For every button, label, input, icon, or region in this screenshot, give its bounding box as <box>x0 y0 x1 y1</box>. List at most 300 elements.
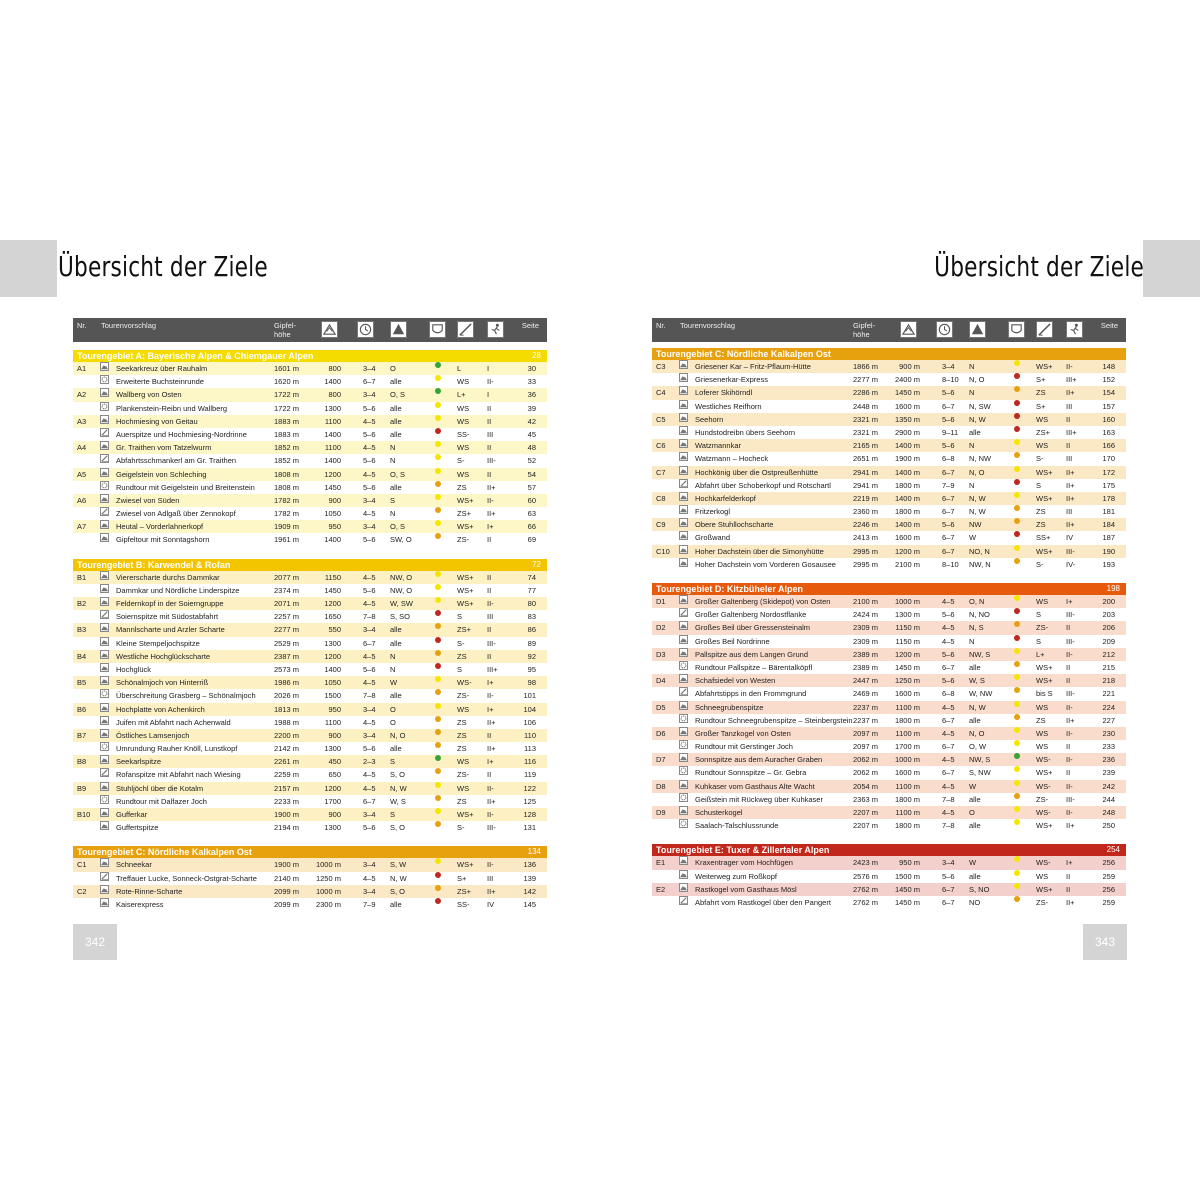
summit-tour-icon <box>100 729 109 738</box>
exposition: S, W <box>390 860 407 870</box>
tour-name: Fritzerkogl <box>695 507 731 517</box>
table-row[interactable] <box>73 808 547 821</box>
duration-hours: 5–6 <box>942 610 955 620</box>
summit-tour-icon <box>679 545 688 554</box>
climbing-grade: III+ <box>487 664 498 674</box>
summit-height: 1852 m <box>274 456 300 466</box>
climbing-grade: III- <box>1066 636 1075 646</box>
ski-difficulty: WS+ <box>1036 362 1053 371</box>
avalanche-rating-dot <box>435 689 441 695</box>
tour-number: E1 <box>656 858 666 868</box>
summit-height: 2259 m <box>274 770 300 780</box>
tour-name: Kaiserexpress <box>116 899 164 909</box>
table-row[interactable] <box>73 441 547 454</box>
avalanche-rating-dot <box>1014 479 1020 485</box>
exposition: O, N <box>969 597 985 606</box>
ski-difficulty: WS+ <box>1036 821 1053 831</box>
tour-name: Feldernkopf in der Soierngruppe <box>116 599 224 608</box>
table-row[interactable] <box>652 727 1126 740</box>
climbing-grade: II+ <box>1066 715 1075 725</box>
table-row[interactable] <box>73 663 547 676</box>
climbing-grade: II <box>487 730 492 740</box>
summit-height: 2261 m <box>274 757 300 767</box>
climbing-grade: II <box>1066 871 1071 881</box>
summit-height: 2387 m <box>274 651 300 661</box>
exposition: N, W <box>969 702 986 712</box>
page-ref: 163 <box>1102 427 1115 437</box>
exposition: S, NW <box>969 768 991 778</box>
tour-name: Gr. Traithen vom Tatzelwurm <box>116 443 212 453</box>
duration-hours: 7–8 <box>363 691 376 701</box>
summit-tour-icon <box>679 753 688 762</box>
page-ref: 148 <box>1102 362 1115 371</box>
avalanche-rating-dot <box>435 494 441 500</box>
elevation-gain: 1100 <box>324 443 341 453</box>
page-ref: 178 <box>1102 493 1115 503</box>
climbing-grade: III- <box>487 638 496 648</box>
table-row[interactable] <box>73 533 547 546</box>
climbing-grade: I <box>487 390 490 400</box>
table-row[interactable] <box>73 375 547 388</box>
descent-variant-icon <box>100 768 109 777</box>
table-row[interactable] <box>652 386 1126 399</box>
elevation-gain: 1800 m <box>894 507 920 517</box>
table-row[interactable] <box>652 558 1126 571</box>
table-row[interactable] <box>73 795 547 808</box>
elevation-gain: 1450 m <box>894 884 920 894</box>
section-header <box>73 559 547 571</box>
table-row[interactable] <box>652 896 1126 909</box>
table-row[interactable] <box>73 885 547 898</box>
table-row[interactable] <box>652 439 1126 452</box>
table-row[interactable] <box>652 360 1126 373</box>
summit-height: 2237 m <box>853 715 879 725</box>
exposition: O <box>390 704 396 714</box>
elevation-gain: 1200 <box>324 651 341 661</box>
elevation-gain: 1450 m <box>894 388 920 398</box>
summit-tour-icon <box>100 716 109 725</box>
tour-name: Großer Galtenberg Nordostflanke <box>695 610 807 620</box>
tour-name: Rundtour mit Geigelstein und Breitenstein <box>116 482 255 492</box>
section-start-page: 72 <box>532 559 541 569</box>
ski-difficulty: WS- <box>1036 781 1051 791</box>
table-row[interactable] <box>73 507 547 520</box>
table-row[interactable] <box>652 819 1126 832</box>
elevation-gain: 1000 m <box>315 886 341 896</box>
col-tour-label: Tourenvorschlag <box>680 321 736 330</box>
duration-hours: 5–6 <box>942 414 955 424</box>
table-row[interactable] <box>652 883 1126 896</box>
table-row[interactable] <box>73 637 547 650</box>
section-title: Tourengebiet D: Kitzbüheler Alpen <box>656 584 804 594</box>
exposition: W, S <box>390 796 406 806</box>
table-row[interactable] <box>652 648 1126 661</box>
duration-hours: 3–4 <box>363 390 376 400</box>
climbing-grade: II <box>487 535 492 545</box>
avalanche-rating-dot <box>1014 727 1020 733</box>
summit-height: 1986 m <box>274 678 300 688</box>
tour-number: B9 <box>77 783 87 793</box>
ski-difficulty: ZS <box>1036 520 1046 530</box>
summit-tour-icon <box>100 755 109 764</box>
table-row[interactable] <box>652 753 1126 766</box>
table-row[interactable] <box>73 468 547 481</box>
avalanche-rating-dot <box>1014 648 1020 654</box>
duration-hours: 7–8 <box>942 794 955 804</box>
climbing-grade: II+ <box>487 717 496 727</box>
climbing-grade: II+ <box>1066 467 1075 477</box>
ski-difficulty: ZS <box>457 717 467 727</box>
avalanche-rating-dot <box>1014 701 1020 707</box>
climbing-grade: II+ <box>1066 388 1075 398</box>
tour-name: Erweiterte Buchsteinrunde <box>116 377 204 387</box>
exposition: alle <box>390 625 402 635</box>
exposition: alle <box>969 662 981 672</box>
ski-difficulty: S+ <box>457 873 467 883</box>
page-ref: 250 <box>1102 821 1115 831</box>
summit-height: 2762 m <box>853 897 879 907</box>
summit-tour-icon <box>679 701 688 710</box>
climbing-grade: II <box>487 572 492 582</box>
tour-name: Hundstodreibn übers Seehorn <box>695 427 796 437</box>
elevation-gain: 1300 m <box>894 610 920 620</box>
elevation-gain: 800 <box>328 364 341 373</box>
summit-height: 2413 m <box>853 533 879 543</box>
table-row[interactable] <box>652 661 1126 674</box>
left-page-title: Übersicht der Ziele <box>58 250 268 283</box>
avalanche-rating-dot <box>1014 687 1020 693</box>
tour-number: E2 <box>656 884 666 894</box>
table-row[interactable] <box>652 413 1126 426</box>
summit-height: 2321 m <box>853 427 879 437</box>
ski-difficulty: WS <box>1036 414 1049 424</box>
exposition: N <box>969 441 975 451</box>
page-ref: 110 <box>524 730 536 740</box>
page-ref: 227 <box>1102 715 1115 725</box>
duration-hours: 5–6 <box>363 403 376 413</box>
climbing-grade: II- <box>1066 755 1073 765</box>
table-row[interactable] <box>73 610 547 623</box>
table-row[interactable] <box>652 806 1126 819</box>
exposition: N, W <box>969 414 986 424</box>
table-row[interactable] <box>73 454 547 467</box>
ski-difficulty: S+ <box>1036 375 1046 385</box>
tour-name: Gufferkar <box>116 810 148 819</box>
table-row[interactable] <box>652 479 1126 492</box>
exposition: W, NW <box>969 689 993 699</box>
table-row[interactable] <box>73 388 547 401</box>
climbing-grade: III- <box>1066 689 1075 699</box>
tour-number: A6 <box>77 495 87 505</box>
ski-difficulty: WS- <box>1036 755 1051 765</box>
table-row[interactable] <box>652 466 1126 479</box>
tour-name: Loferer Skihörndl <box>695 388 753 398</box>
avalanche-rating-dot <box>1014 819 1020 825</box>
summit-height: 2277 m <box>853 375 879 385</box>
ski-difficulty: WS- <box>1036 858 1051 868</box>
table-row[interactable] <box>73 415 547 428</box>
duration-hours: 3–4 <box>363 704 376 714</box>
exposition: alle <box>969 427 981 437</box>
ski-difficulty-icon <box>1036 321 1053 338</box>
table-row[interactable] <box>652 687 1126 700</box>
table-row[interactable] <box>652 766 1126 779</box>
climbing-grade: III <box>1066 401 1073 411</box>
page-ref: 190 <box>1102 546 1115 556</box>
round-tour-icon <box>679 819 688 828</box>
avalanche-rating-dot <box>1014 714 1020 720</box>
page-ref: 122 <box>523 783 536 793</box>
table-row[interactable] <box>73 689 547 702</box>
exposition: alle <box>390 416 402 426</box>
exposition: N, S <box>969 623 984 633</box>
table-row[interactable] <box>73 494 547 507</box>
right-edge-tab <box>1143 240 1200 297</box>
exposition: N, W <box>390 783 407 793</box>
duration-hours: 3–4 <box>363 625 376 635</box>
elevation-gain: 1400 <box>324 664 341 674</box>
exposition: W <box>969 858 977 868</box>
tour-name: Mannlscharte und Arzler Scharte <box>116 625 225 635</box>
climbing-grade: II- <box>1066 781 1073 791</box>
climbing-grade: II- <box>1066 702 1073 712</box>
tour-name: Westliches Reifhorn <box>695 401 762 411</box>
tour-name: Rofanspitze mit Abfahrt nach Wiesing <box>116 770 241 780</box>
duration-hours: 4–5 <box>363 509 376 519</box>
avalanche-risk-icon <box>1008 321 1025 338</box>
table-row[interactable] <box>73 858 547 871</box>
page-ref: 166 <box>1102 441 1115 451</box>
ski-difficulty: WS <box>1036 742 1049 752</box>
summit-height: 1722 m <box>274 403 300 413</box>
exposition: W, SW <box>390 599 413 608</box>
table-row[interactable] <box>652 518 1126 531</box>
table-row[interactable] <box>652 608 1126 621</box>
table-row[interactable] <box>652 505 1126 518</box>
table-row[interactable] <box>73 742 547 755</box>
duration-hours: 4–5 <box>942 597 955 606</box>
table-row[interactable] <box>652 621 1126 634</box>
table-row[interactable] <box>652 870 1126 883</box>
table-row[interactable] <box>652 714 1126 727</box>
table-row[interactable] <box>652 452 1126 465</box>
summit-tour-icon <box>679 648 688 657</box>
elevation-gain: 1000 m <box>894 755 920 765</box>
exposition: O, W <box>969 742 987 752</box>
table-row[interactable] <box>73 755 547 768</box>
descent-variant-icon <box>100 454 109 463</box>
exposition: N <box>969 636 975 646</box>
summit-height: 1782 m <box>274 509 300 519</box>
tour-number: C9 <box>656 520 666 530</box>
table-row[interactable] <box>73 676 547 689</box>
table-row[interactable] <box>652 426 1126 439</box>
avalanche-rating-dot <box>1014 793 1020 799</box>
ski-difficulty: WS+ <box>457 522 474 532</box>
page-ref: 128 <box>523 810 536 819</box>
table-row[interactable] <box>73 481 547 494</box>
table-row[interactable] <box>73 782 547 795</box>
duration-hours: 4–5 <box>942 702 955 712</box>
summit-height: 2207 m <box>853 821 879 831</box>
table-row[interactable] <box>73 623 547 636</box>
duration-hours: 6–7 <box>942 715 955 725</box>
exposition: S, O <box>390 770 406 780</box>
table-row[interactable] <box>73 729 547 742</box>
table-row[interactable] <box>73 402 547 415</box>
climbing-grade: III <box>487 873 494 883</box>
table-row[interactable] <box>73 872 547 885</box>
table-row[interactable] <box>73 821 547 834</box>
table-row[interactable] <box>652 740 1126 753</box>
tour-name: Rundtour Pallspitze – Bärentalköpfl <box>695 662 813 672</box>
round-tour-icon <box>100 375 109 384</box>
tour-number: B5 <box>77 678 87 688</box>
tour-number: D9 <box>656 808 666 817</box>
table-row[interactable] <box>73 703 547 716</box>
elevation-gain: 1100 m <box>895 702 920 712</box>
exposition: S, O <box>390 886 406 896</box>
summit-height: 2309 m <box>853 623 879 633</box>
summit-tour-icon <box>679 505 688 514</box>
tour-name: Abfahrtstipps in den Frommgrund <box>695 689 807 699</box>
avalanche-rating-dot <box>1014 674 1020 680</box>
duration-hours: 4–5 <box>363 416 376 426</box>
col-gipfel-label-line1: Gipfel- <box>274 321 297 330</box>
table-row[interactable] <box>73 520 547 533</box>
tour-number: C10 <box>656 546 670 556</box>
page-ref: 52 <box>527 456 536 466</box>
section-header <box>652 844 1126 856</box>
table-row[interactable] <box>652 856 1126 869</box>
exposition: alle <box>390 691 402 701</box>
table-row[interactable] <box>652 595 1126 608</box>
tour-number: B7 <box>77 730 87 740</box>
ski-difficulty: SS+ <box>1036 533 1051 543</box>
avalanche-rating-dot <box>1014 413 1020 419</box>
exposition: W <box>969 533 977 543</box>
page-ref: 215 <box>1102 662 1115 672</box>
table-row[interactable] <box>73 768 547 781</box>
tour-number: B4 <box>77 651 87 661</box>
summit-height: 2389 m <box>853 662 879 672</box>
table-row[interactable] <box>73 428 547 441</box>
duration-hours: 4–5 <box>942 755 955 765</box>
page-ref: 101 <box>523 691 536 701</box>
avalanche-rating-dot <box>1014 856 1020 862</box>
table-row[interactable] <box>652 492 1126 505</box>
summit-tour-icon <box>100 821 109 830</box>
summit-tour-icon <box>679 870 688 879</box>
avalanche-rating-dot <box>435 650 441 656</box>
exposition: S, SO <box>390 612 411 622</box>
page-ref: 54 <box>527 469 536 479</box>
ski-difficulty: WS <box>1036 702 1049 712</box>
table-row[interactable] <box>652 545 1126 558</box>
climbing-grade: I+ <box>487 522 494 532</box>
tour-name: Westliche Hochglückscharte <box>116 651 211 661</box>
table-row[interactable] <box>73 362 547 375</box>
table-header <box>73 318 547 342</box>
right-page-number: 343 <box>1083 924 1127 960</box>
tour-name: Hoher Dachstein über die Simonyhütte <box>695 546 824 556</box>
page-ref: 131 <box>523 823 536 833</box>
duration-hours: 3–4 <box>363 886 376 896</box>
table-row[interactable] <box>73 597 547 610</box>
ski-difficulty: ZS <box>457 796 467 806</box>
col-nr-label: Nr. <box>656 321 666 330</box>
exposition: S <box>390 810 396 819</box>
duration-hours: 6–7 <box>942 546 955 556</box>
tour-name: Rundtour Sonnspitze – Gr. Gebra <box>695 768 807 778</box>
tour-name: Hochplatte von Achenkirch <box>116 704 205 714</box>
avalanche-rating-dot <box>1014 518 1020 524</box>
table-row[interactable] <box>73 571 547 584</box>
table-row[interactable] <box>652 400 1126 413</box>
summit-tour-icon <box>679 621 688 630</box>
ski-difficulty: ZS- <box>457 691 470 701</box>
summit-tour-icon <box>679 452 688 461</box>
table-row[interactable] <box>652 635 1126 648</box>
tour-name: Obere Stuhllochscharte <box>695 520 774 530</box>
ski-difficulty: WS <box>457 757 470 767</box>
summit-tour-icon <box>679 727 688 736</box>
table-row[interactable] <box>73 584 547 597</box>
climbing-grade: I+ <box>1066 597 1073 606</box>
ski-difficulty: WS <box>457 704 470 714</box>
table-row[interactable] <box>652 780 1126 793</box>
ski-difficulty: WS+ <box>1036 768 1053 778</box>
duration-hours: 6–7 <box>942 897 955 907</box>
summit-tour-icon <box>679 518 688 527</box>
page-ref: 136 <box>523 860 536 870</box>
table-row[interactable] <box>73 716 547 729</box>
avalanche-rating-dot <box>1014 635 1020 641</box>
summit-height: 2142 m <box>274 744 300 754</box>
ski-difficulty: WS- <box>1036 808 1051 817</box>
table-row[interactable] <box>652 701 1126 714</box>
elevation-gain: 1400 m <box>894 441 920 451</box>
table-row[interactable] <box>652 793 1126 806</box>
tour-name: Sonnspitze aus dem Auracher Graben <box>695 755 823 765</box>
summit-tour-icon <box>679 531 688 540</box>
elevation-gain: 1400 m <box>894 520 920 530</box>
avalanche-rating-dot <box>1014 505 1020 511</box>
avalanche-rating-dot <box>435 716 441 722</box>
elevation-gain: 1350 m <box>894 414 920 424</box>
climbing-grade: II <box>1066 662 1071 672</box>
climbing-grade: III <box>1066 454 1073 464</box>
summit-height: 2469 m <box>853 689 879 699</box>
elevation-gain: 1200 <box>324 469 341 479</box>
table-row[interactable] <box>652 674 1126 687</box>
duration-hours: 6–7 <box>363 796 376 806</box>
tour-number: D7 <box>656 755 666 765</box>
climbing-difficulty-icon <box>1066 321 1083 338</box>
avalanche-rating-dot <box>435 468 441 474</box>
summit-tour-icon <box>679 883 688 892</box>
avalanche-rating-dot <box>1014 740 1020 746</box>
avalanche-rating-dot <box>435 858 441 864</box>
table-row[interactable] <box>652 531 1126 544</box>
page-ref: 125 <box>523 796 536 806</box>
table-row[interactable] <box>73 898 547 911</box>
summit-height: 2233 m <box>274 796 300 806</box>
climbing-grade: II <box>1066 623 1071 633</box>
table-row[interactable] <box>73 650 547 663</box>
tour-name: Pallspitze aus dem Langen Grund <box>695 649 808 659</box>
table-row[interactable] <box>652 373 1126 386</box>
